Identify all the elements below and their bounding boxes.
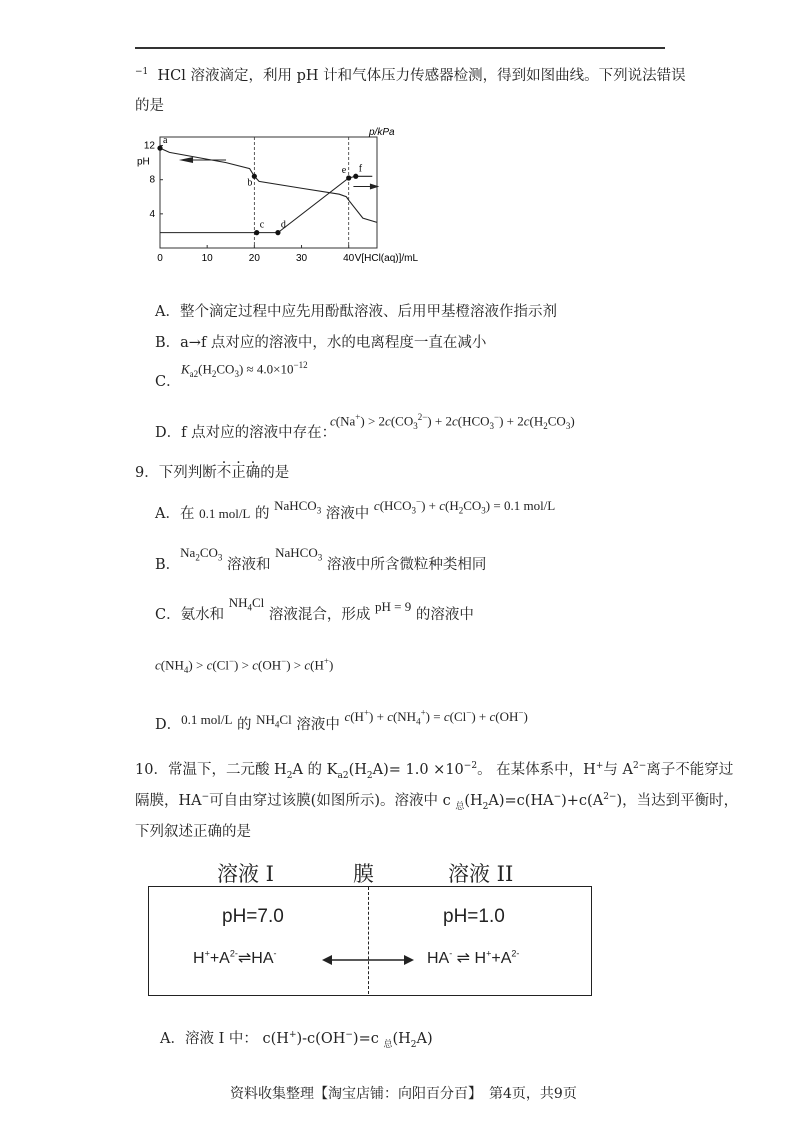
point-label-b: b: [247, 177, 253, 189]
q8-option-c-formula: $K_{a2}(H_2CO_3) \approx 4.0\times 10^{-12}$: [181, 360, 308, 379]
q9-option-b: B．$Na_2CO_3$ 溶液和 NaHCO$_3$ 溶液中所含微粒种类相同: [155, 545, 487, 573]
q8-option-d-label: D．f 点对应的溶液中存在：: [155, 425, 337, 441]
membrane-head-mid: 膜: [353, 862, 374, 886]
question-8-stem: $^{-1}$ HCl 溶液滴定，利用 pH 计和气体压力传感器检测，得到如图曲线。下列说法错误: [135, 67, 686, 84]
question-10-line2: 隔膜，HA−可自由穿过该膜(如图所示)。溶液中 c $_总(H_2A)=c(HA^-)+c(A^{2-})$，当达到平衡时，: [135, 792, 739, 812]
y-axis-label-left: pH: [137, 156, 150, 168]
q8-option-c-label: C．: [155, 374, 181, 390]
arrow-right-head: [370, 184, 379, 190]
top-rule: [135, 47, 665, 49]
titration-chart: [135, 125, 419, 280]
equilibrium-right: HA- ⇌ $H^++A^{2-}$: [427, 948, 520, 967]
membrane-box: [148, 886, 592, 996]
q8-option-b: B．a→f 点对应的溶液中，水的电离程度一直在减小: [155, 335, 487, 351]
series-p-line: [160, 176, 372, 232]
page-footer: 资料收集整理【淘宝店铺：向阳百分百】 第4页，共9页: [230, 1086, 577, 1102]
q9-option-c-formula: $c(NH_4) > c(Cl^-) > c(OH^-) > c(H^+)$: [155, 656, 334, 675]
point-label-c: c: [259, 219, 265, 231]
question-10-line1: 10．常温下，二元酸 $H_2A$ 的 $K_{a2}(H_2A)= 1.0 \times 10^{-2}$。 在某体系中，H+与 $A^{2-}$离子不能穿过: [135, 761, 734, 781]
q9-option-a: A．在 0.1 mol/L 的 NaHCO$_3$ 溶液中 $c(HCO_3^-) + c(H_2CO_3) = 0.1$ mol/L: [155, 496, 556, 522]
x-tick-label-0: 0: [157, 253, 163, 264]
point-c: [254, 230, 259, 235]
x-tick-label-3: 30: [295, 253, 308, 264]
y-tick-label-0: 4: [149, 208, 155, 220]
ph-left: pH=7.0: [222, 906, 284, 927]
point-label-f: f: [358, 163, 363, 175]
x-tick-label-2: 20: [248, 253, 260, 264]
q9-option-d: D．0.1 mol/L 的 $NH_4Cl$ 溶液中 $c(H^+) + c(NH_4^+) = c(Cl^-) + c(OH^-)$: [155, 707, 528, 733]
membrane-divider: [368, 887, 369, 994]
point-b: [252, 174, 257, 179]
q10-option-a: A．溶液 I 中： c(H+)-c(OH−)=c $_总(H_2A)$: [160, 1030, 433, 1050]
q8-option-a: A．整个滴定过程中应先用酚酞溶液、后用甲基橙溶液作指示剂: [155, 304, 557, 320]
point-label-a: a: [163, 135, 168, 147]
y-tick-label-1: 8: [149, 174, 155, 186]
arrow-left-head: [179, 157, 193, 163]
x-tick-label-4: 40: [343, 253, 355, 264]
ph-right: pH=1.0: [443, 906, 505, 927]
membrane-head-right: 溶液 II: [448, 862, 514, 886]
membrane-head-left: 溶液 I: [217, 862, 274, 886]
double-arrow: [318, 950, 418, 970]
question-9-stem: 9．下列判断不正确的是: [135, 465, 290, 481]
question-8-stem-cont: 的是: [135, 98, 164, 114]
q8-option-d-formula: $c(Na^+) > 2c(CO_3^{2-}) + 2c(HCO_3^-) + 2c(H_2CO_3)$: [330, 412, 575, 431]
point-label-e: e: [341, 164, 347, 176]
x-tick-label-1: 10: [201, 253, 213, 264]
y-tick-label-2: 12: [143, 140, 155, 152]
equilibrium-left: $H^++A^{2-}\rightleftharpoons HA^-$: [193, 948, 277, 967]
q9-option-c: C．氨水和 $NH_4Cl$ 溶液混合，形成 pH = 9 的溶液中: [155, 595, 474, 623]
point-f: [353, 174, 358, 179]
point-a: [157, 146, 162, 151]
point-d: [275, 230, 280, 235]
y-axis-label-right: p/kPa: [369, 127, 395, 138]
x-axis-label: V[HCl(aq)]/mL: [354, 253, 419, 264]
point-e: [346, 175, 351, 180]
question-10-line3: 下列叙述正确的是: [135, 824, 251, 840]
point-label-d: d: [280, 219, 286, 231]
plot-frame: [160, 137, 377, 248]
